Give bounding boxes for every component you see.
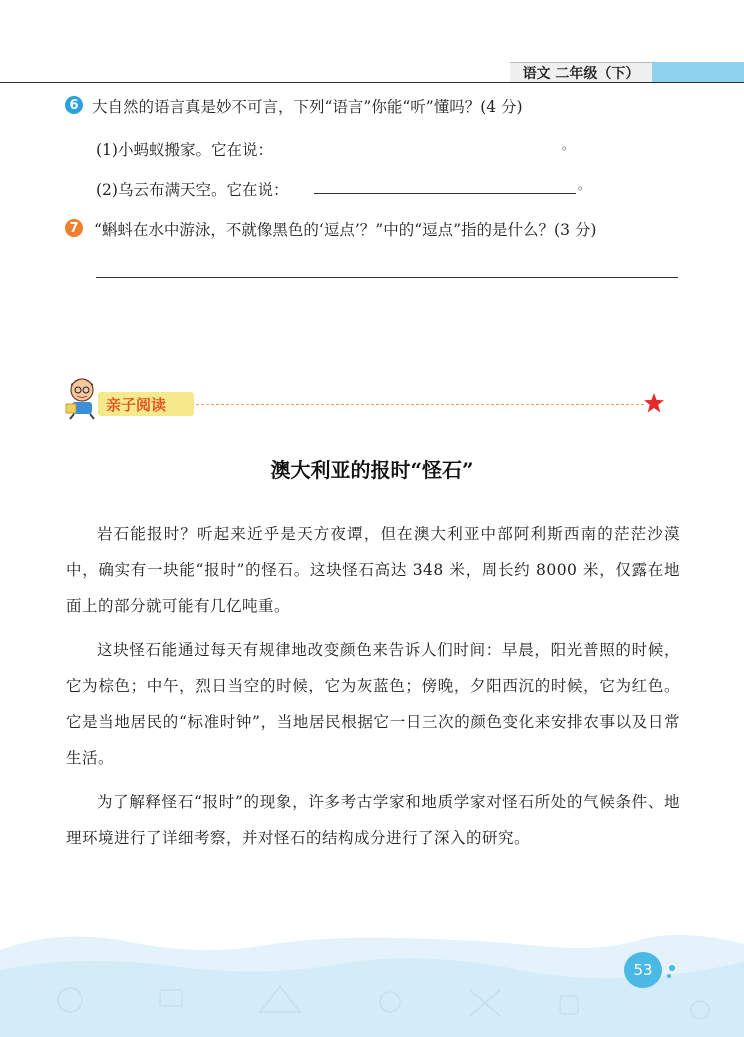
- page-number-dots: [664, 962, 680, 982]
- page-number: 53: [624, 952, 662, 988]
- header-subject-grade: 语文 二年级（下）: [510, 62, 652, 83]
- article-paragraph-1: 岩石能报时？听起来近乎是天方夜谭，但在澳大利亚中部阿利斯西南的茫茫沙漠中，确实有一块能“报时”的怪石。这块怪石高达 348 米，周长约 8000 米，仅露在地面上的部分就可能有几亿吨重。: [66, 525, 680, 615]
- child-reading-icon: [62, 376, 102, 420]
- question-6-prompt: 大自然的语言真是妙不可言，下列“语言”你能“听”懂吗？(4 分): [92, 98, 523, 116]
- question-7-badge: 7: [65, 219, 83, 237]
- question-6-item-2: (2)乌云布满天空。它在说：: [96, 181, 289, 199]
- question-6-item-1-end: 。: [562, 138, 575, 152]
- question-6-item-1: (1)小蚂蚁搬家。它在说：: [96, 141, 273, 159]
- question-6-item-2-answer-line[interactable]: [314, 193, 576, 194]
- question-6-item-2-end: 。: [578, 178, 591, 192]
- question-7-prompt: “蝌蚪在水中游泳，不就像黑色的‘逗点’？”中的“逗点”指的是什么？(3 分): [94, 221, 597, 239]
- section-dashed-divider: [196, 404, 644, 405]
- header-accent-bar: [652, 62, 744, 82]
- article-title: 澳大利亚的报时“怪石”: [270, 458, 474, 482]
- question-6-badge: 6: [65, 96, 83, 114]
- question-7-answer-line[interactable]: [96, 277, 678, 278]
- article-paragraph-3: 为了解释怪石“报时”的现象，许多考古学家和地质学家对怪石所处的气候条件、地理环境进行了详细考察，并对怪石的结构成分进行了深入的研究。: [66, 793, 680, 847]
- header-rule: [0, 82, 744, 83]
- section-label: 亲子阅读: [106, 396, 167, 414]
- star-icon: [643, 392, 665, 414]
- article-paragraph-2: 这块怪石能通过每天有规律地改变颜色来告诉人们时间：早晨，阳光普照的时候，它为棕色；中午，烈日当空的时候，它为灰蓝色；傍晚，夕阳西沉的时候，它为红色。它是当地居民的“标准时钟”，当地居民根据它一日三次的颜色变化来安排农事以及日常生活。: [66, 641, 680, 767]
